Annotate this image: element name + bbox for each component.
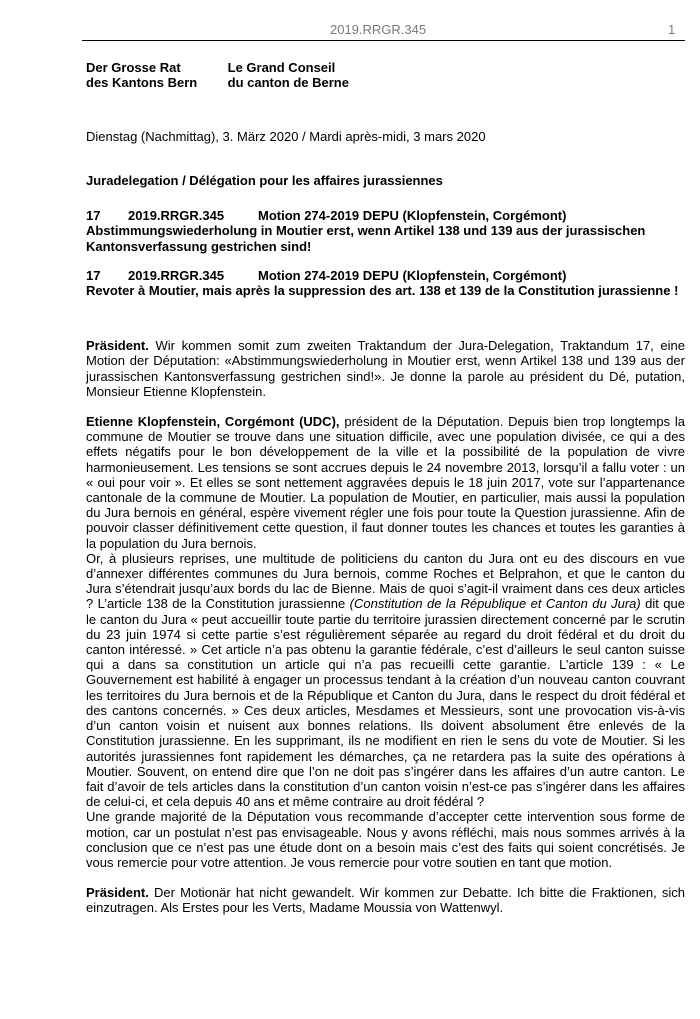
document-body <box>86 173 685 931</box>
speech-text: Une grande majorité de la Députation vous recommande d’accepter cette intervention sous forme de motion, car un postulat n’est pas envisageable. Nous y avons réfléchi, mais nous sommes arrivés à la conclusion que ce n’est pas une étude dont on a besoin mais c’est des faits qui soient concrétisés. Je vous remercie pour votre attention. Je vous remercie pour votre soutien en tant que motion. <box>86 809 685 870</box>
agenda-item-header <box>86 208 685 223</box>
speech-text: président de la Députation. Depuis bien trop longtemps la commune de Moutier se trouve dans une situation difficile, avec une population divisée, ce qui a des effets négatifs pour le bon développement de la ville et la possibilité de la population de vivre harmonieusement. Les tensions se sont accrues depuis le 24 novembre 2013, lorsqu’il a fallu voter : un « oui pour voir ». Et elles se sont nettement aggravées depuis le 18 juin 2017, vote sur l’appartenance cantonale de la commune de Moutier. La population de Moutier, en particulier, mais aussi la population du Jura bernois en général, espère vivement régler une fois pour toute la Question jurassienne. Afin de pouvoir classer définitivement cette question, il faut donner toutes les chances et toutes les garanties à la population du Jura bernois. <box>86 414 685 551</box>
item-reference: 2019.RRGR.345 <box>128 267 225 283</box>
speech-text: Or, à plusieurs reprises, une multitude de politiciens du canton du Jura ont eu des discours en vue d’annexer différentes communes du Jura bernois, comme Roches et Belprahon, et que le canton du Jura s’étendrait jusqu’aux bords du lac de Bienne. Mais de quoi s’agit-il vraiment dans ces deux articles ? L’article 138 de la Constitution jurassienne <box>86 550 685 612</box>
header-divider <box>82 40 685 41</box>
institution-de-line1: Der Grosse Rat <box>86 60 181 75</box>
spacer <box>86 312 685 338</box>
item-reference: 2019.RRGR.345 <box>128 208 225 224</box>
constitution-citation: (Constitution de la République et Canton du Jura) <box>349 596 641 612</box>
speech-paragraph-3 <box>86 809 685 870</box>
speaker-name: Präsident. <box>86 338 149 354</box>
item-motion: Motion 274-2019 DEPU (Klopfenstein, Corgémont) <box>258 208 567 224</box>
institution-fr-line1: Le Grand Conseil <box>227 60 336 75</box>
item-number: 17 <box>86 267 101 283</box>
institution-french <box>228 60 349 90</box>
speech-paragraph-1 <box>86 414 685 551</box>
speech-text: Wir kommen somit zum zweiten Traktandum der Jura-Delegation, Traktandum 17, eine Motion der Députation: «Abstimmungswiederholung in Moutier erst, wenn Artikel 138 und 139 aus der jurassischen Kantonsverfassung gestrichen sind!». Je donne la parole au président du Dé, putation, Monsieur Etienne Klopfenstein. <box>86 338 685 399</box>
speech-paragraph-2 <box>86 551 685 809</box>
institution-fr-line2: du canton de Berne <box>227 75 349 90</box>
section-title: Juradelegation / Délégation pour les affaires jurassiennes <box>86 173 443 188</box>
item-number: 17 <box>86 208 101 224</box>
speech-text: Der Motionär hat nicht gewandelt. Wir kommen zur Debatte. Ich bitte die Fraktionen, sich einzutragen. Als Erstes pour les Verts, Madame Moussia von Wattenwyl. <box>86 885 685 916</box>
speaker-name: Etienne Klopfenstein, Corgémont (UDC), <box>86 414 340 430</box>
institution-block <box>86 60 349 90</box>
institution-german <box>86 60 224 90</box>
document-reference: 2019.RRGR.345 <box>330 22 427 37</box>
speech-klopfenstein <box>86 414 685 870</box>
session-date: Dienstag (Nachmittag), 3. März 2020 / Mardi après-midi, 3 mars 2020 <box>86 129 486 144</box>
item-title: Abstimmungswiederholung in Moutier erst, wenn Artikel 138 und 139 aus der jurassischen Kantonsverfassung gestrichen sind! <box>86 223 646 254</box>
item-motion: Motion 274-2019 DEPU (Klopfenstein, Corgémont) <box>258 267 567 283</box>
agenda-item-de <box>86 208 685 254</box>
page-number: 1 <box>668 22 676 37</box>
agenda-item-header <box>86 268 685 283</box>
institution-de-line2: des Kantons Bern <box>86 75 198 90</box>
agenda-item-fr <box>86 268 685 298</box>
item-title: Revoter à Moutier, mais après la suppression des art. 138 et 139 de la Constitution jurassienne ! <box>86 283 679 299</box>
speech-president-1 <box>86 338 685 399</box>
speech-text: dit que le canton du Jura « peut accueillir toute partie du territoire jurassien directement concerné par le scrutin du 23 juin 1974 si cette partie s’est régulièrement séparée au regard du droit fédéral et du droit du canton intéressé. » Cet article n’a pas obtenu la garantie fédérale, c’est d’ailleurs le seul canton suisse qui a dans sa constitution un article qui n’a pas recueilli cette garantie. L’article 139 : « Le Gouvernement est habilité à engager un processus tendant à la création d’un nouveau canton couvrant les territoires du Jura bernois et de la République et Canton du Jura, dans le respect du droit fédéral et des cantons concernés. » Ces deux articles, Mesdames et Messieurs, sont une provocation vis-à-vis d’un canton voisin et nuisent aux bonnes relations. Ils doivent absolument être enlevés de la Constitution jurassienne. En les supprimant, ils ne modifient en rien le sens du vote de Moutier. Si les autorités jurassiennes font rapidement les démarches, ça ne retardera pas la suite des opérations à Moutier. Souvent, on entend dire que l’on ne doit pas s’ingérer dans les affaires d’un autre canton. Le fait d’avoir de tels articles dans la constitution d’un canton voisin n’est-ce pas s’ingérer dans les affaires de celui-ci, et cela depuis 40 ans et même contraire au droit fédéral ? <box>86 596 685 810</box>
speech-president-2 <box>86 885 685 915</box>
speaker-name: Präsident. <box>86 885 149 901</box>
